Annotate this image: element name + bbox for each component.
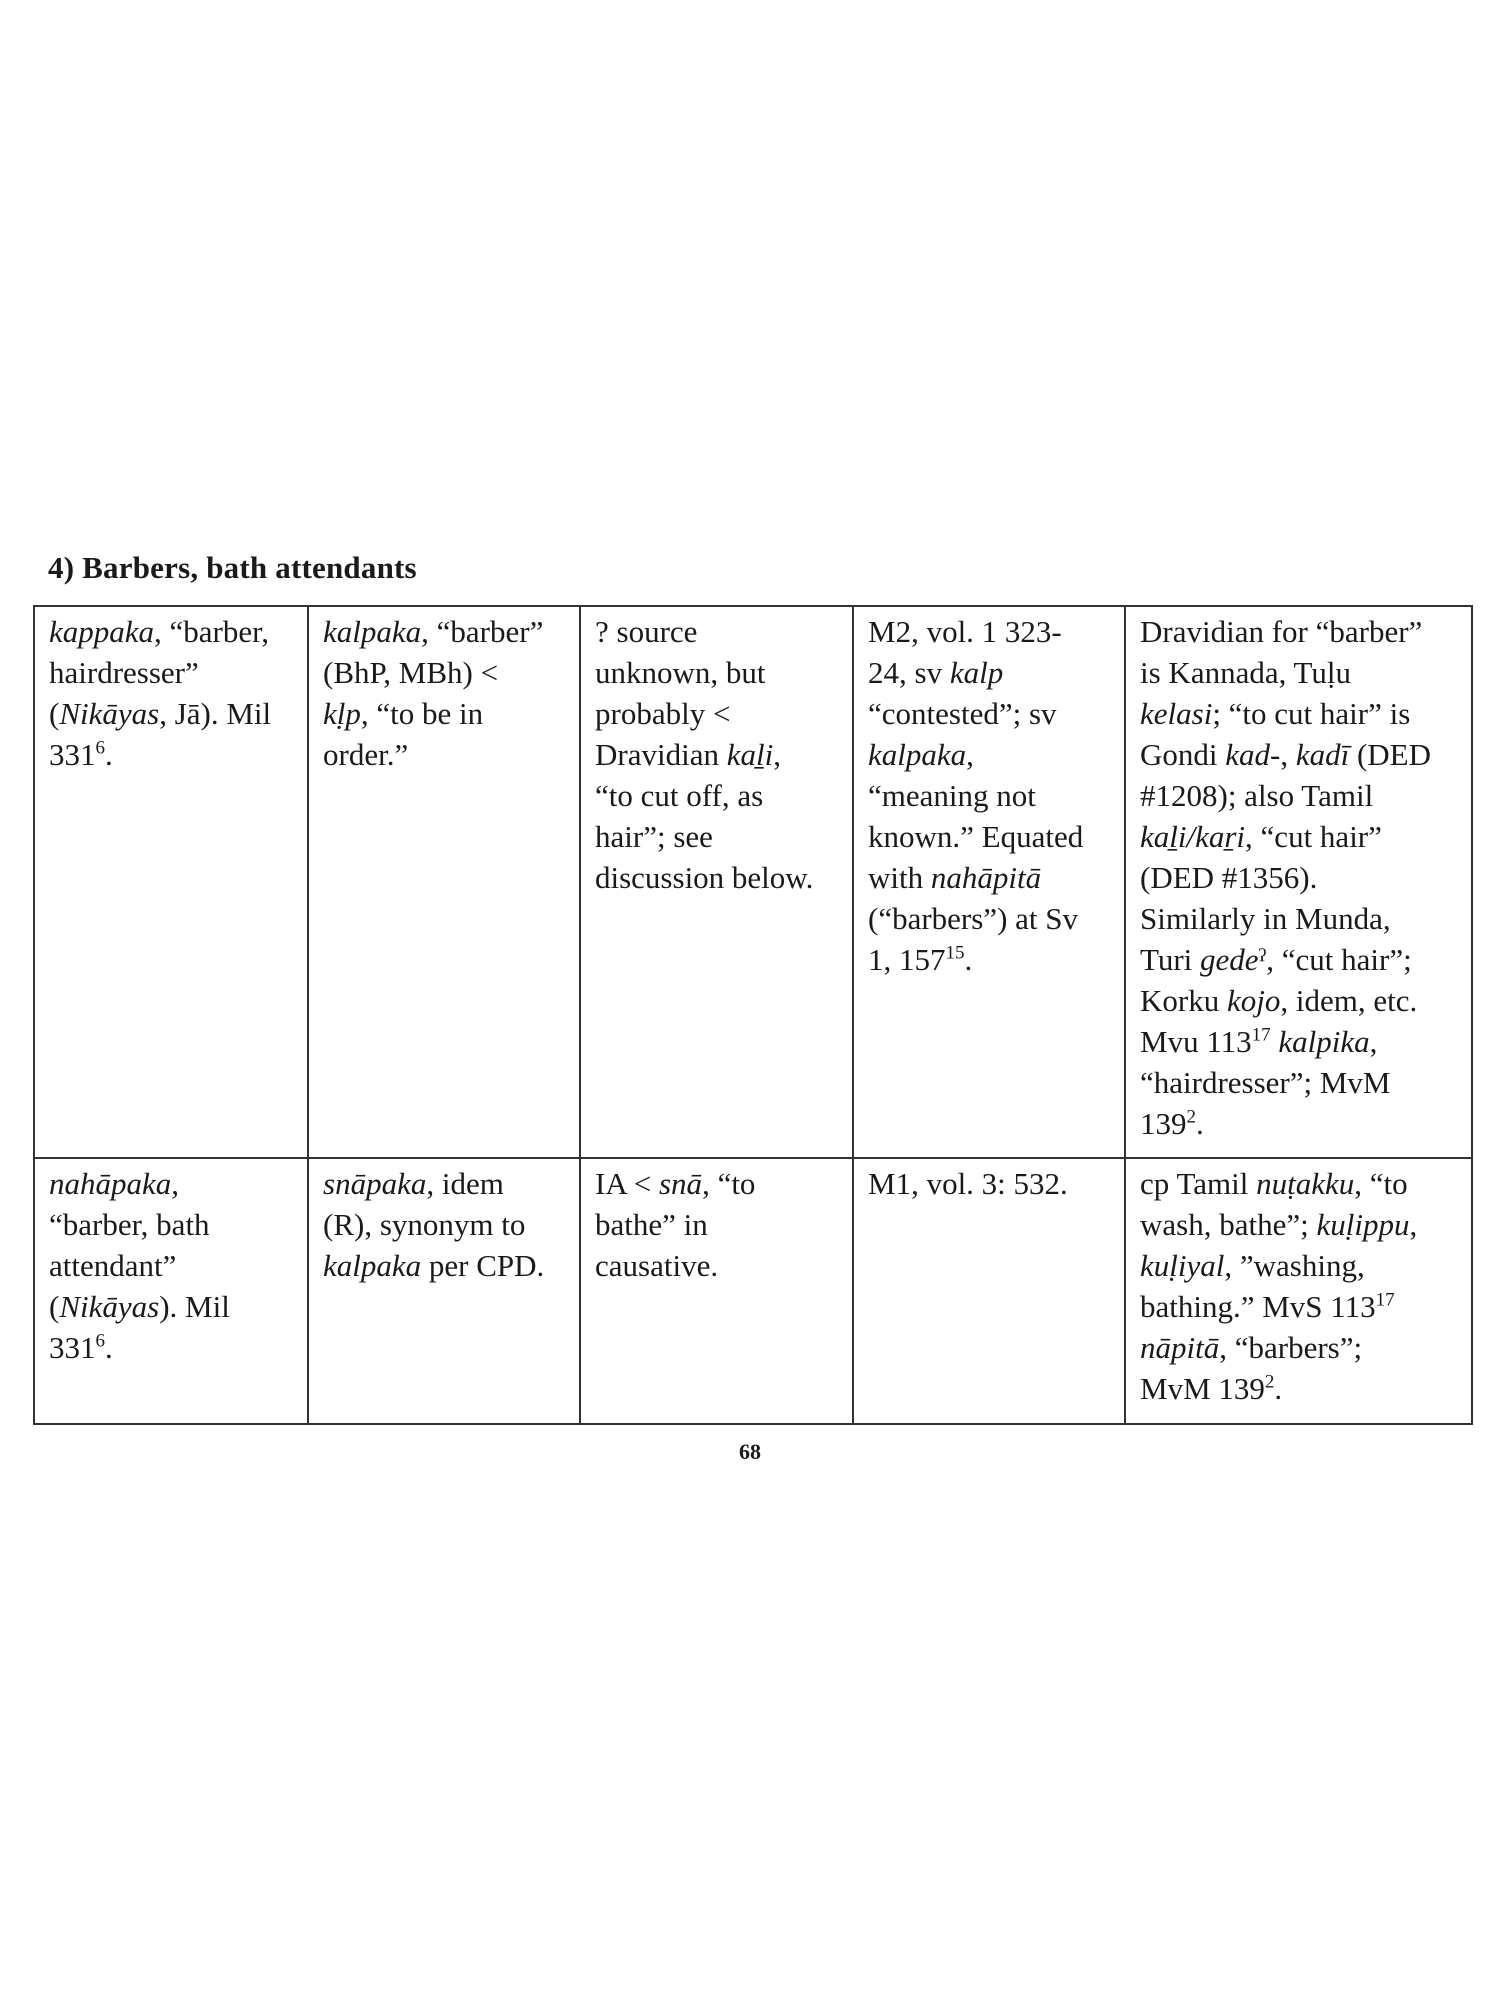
page-number: 68: [739, 1439, 761, 1464]
cell-line: Korku kojo, idem, etc.: [1140, 983, 1418, 1018]
cell-line: “hairdresser”; MvM: [1140, 1065, 1391, 1100]
cell-line: nahāpaka,: [49, 1166, 180, 1201]
table-row-nahapaka: [34, 1158, 1472, 1424]
cell-line: (Nikāyas, Jā). Mil: [49, 696, 272, 731]
cell-line: “to cut off, as: [595, 778, 764, 813]
cell-line: kḷp, “to be in: [323, 696, 484, 731]
cell-line: nāpitā, “barbers”;: [1140, 1330, 1363, 1365]
section-heading: 4) Barbers, bath attendants: [48, 550, 417, 585]
cell-line: kalpaka per CPD.: [323, 1248, 545, 1283]
cell-pali-term: [34, 606, 308, 1158]
cell-line: ? source: [595, 614, 698, 649]
cell-dravidian-notes: [1125, 606, 1472, 1158]
cell-line: Mvu $113^{17}$ kalpika,: [1140, 1024, 1378, 1059]
cell-line: $331^6$.: [49, 1330, 113, 1365]
cell-line: #1208); also Tamil: [1140, 778, 1374, 813]
cell-line: snāpaka, idem: [323, 1166, 504, 1201]
lexicon-table: [33, 605, 1473, 1425]
cell-line: kaḻi/kaṟi, “cut hair”: [1140, 819, 1382, 854]
table-row-kappaka: [34, 606, 1472, 1158]
cell-line: causative.: [595, 1248, 719, 1283]
cell-line: Dravidian kaḻi,: [595, 737, 781, 772]
cell-line: $139^2$.: [1140, 1106, 1204, 1141]
cell-line: M2, vol. 1 323-: [868, 614, 1062, 649]
cell-line: bathe” in: [595, 1207, 708, 1242]
cell-dravidian-notes: [1125, 1158, 1472, 1424]
cell-line: wash, bathe”; kuḷippu,: [1140, 1207, 1418, 1242]
cell-line: M1, vol. 3: 532.: [868, 1166, 1068, 1201]
cell-etymology: [580, 606, 853, 1158]
cell-line: “barber, bath: [49, 1207, 210, 1242]
cell-line: bathing.” MvS $113^{17}$: [1140, 1289, 1395, 1324]
cell-line: kuḷiyal, ”washing,: [1140, 1248, 1365, 1283]
cell-sanskrit-term: [308, 1158, 580, 1424]
cell-reference: [853, 606, 1125, 1158]
cell-reference: [853, 1158, 1125, 1424]
cell-line: $331^6$.: [49, 737, 113, 772]
cell-line: “meaning not: [868, 778, 1036, 813]
cell-line: 1, $157^{15}$.: [868, 942, 973, 977]
cell-line: (BhP, MBh) <: [323, 655, 499, 690]
cell-line: Similarly in Munda,: [1140, 901, 1391, 936]
cell-line: discussion below.: [595, 860, 814, 895]
cell-line: Dravidian for “barber”: [1140, 614, 1423, 649]
cell-line: probably <: [595, 696, 731, 731]
cell-line: attendant”: [49, 1248, 177, 1283]
cell-line: is Kannada, Tuḷu: [1140, 655, 1351, 690]
cell-line: Gondi kad-, kadī (DED: [1140, 737, 1432, 772]
cell-line: Turi gedeˀ, “cut hair”;: [1140, 942, 1412, 977]
cell-line: kalpaka, “barber”: [323, 614, 544, 649]
cell-line: (DED #1356).: [1140, 860, 1318, 895]
cell-line: IA < snā, “to: [595, 1166, 756, 1201]
cell-line: kelasi; “to cut hair” is: [1140, 696, 1411, 731]
cell-line: (Nikāyas). Mil: [49, 1289, 230, 1324]
cell-line: 24, sv kalp: [868, 655, 1004, 690]
cell-line: MvM $139^2$.: [1140, 1371, 1283, 1406]
cell-line: unknown, but: [595, 655, 766, 690]
cell-line: kappaka, “barber,: [49, 614, 269, 649]
cell-line: (R), synonym to: [323, 1207, 526, 1242]
cell-line: with nahāpitā: [868, 860, 1042, 895]
cell-pali-term: [34, 1158, 308, 1424]
cell-line: known.” Equated: [868, 819, 1084, 854]
cell-etymology: [580, 1158, 853, 1424]
cell-line: “contested”; sv: [868, 696, 1057, 731]
cell-line: hairdresser”: [49, 655, 199, 690]
cell-line: hair”; see: [595, 819, 713, 854]
cell-line: kalpaka,: [868, 737, 974, 772]
cell-sanskrit-term: [308, 606, 580, 1158]
cell-line: (“barbers”) at Sv: [868, 901, 1079, 936]
cell-line: order.”: [323, 737, 409, 772]
cell-line: cp Tamil nuṭakku, “to: [1140, 1166, 1408, 1201]
